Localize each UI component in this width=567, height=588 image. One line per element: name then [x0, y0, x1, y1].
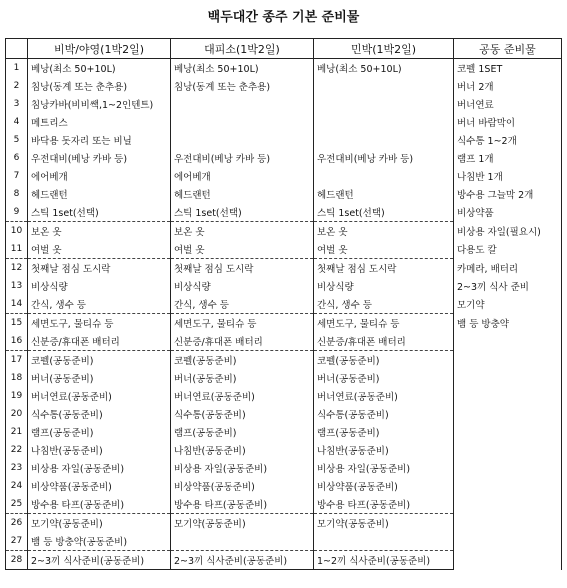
shelter-item: 보온 옷: [171, 222, 314, 241]
table-row: [6, 185, 562, 203]
lodge-item: 헤드랜턴: [314, 185, 454, 203]
header-bivouac: 비박/야영(1박2일): [28, 39, 171, 59]
common-item: [454, 459, 562, 477]
lodge-item: 램프(공동준비): [314, 423, 454, 441]
common-item: 버너 2개: [454, 77, 562, 95]
bivouac-item: 모기약(공동준비): [28, 514, 171, 533]
common-item: [454, 495, 562, 514]
shelter-item: 에어베개: [171, 167, 314, 185]
page-title: 백두대간 종주 기본 준비물: [207, 10, 360, 25]
lodge-item: 비상용 자일(공동준비): [314, 459, 454, 477]
header-common: 공동 준비물: [454, 39, 562, 59]
row-number: 11: [6, 240, 28, 259]
shelter-item: 비상약품(공동준비): [171, 477, 314, 495]
common-item: 뱀 등 방충약: [454, 314, 562, 333]
table-row: [6, 277, 562, 295]
common-item: [454, 441, 562, 459]
bivouac-item: 램프(공동준비): [28, 423, 171, 441]
header-shelter: 대피소(1박2일): [171, 39, 314, 59]
table-row: [6, 295, 562, 314]
common-item: 버너연료: [454, 95, 562, 113]
table-row: [6, 332, 562, 351]
bivouac-item: 코펠(공동준비): [28, 351, 171, 370]
row-number: 19: [6, 387, 28, 405]
common-item: 방수용 그늘막 2개: [454, 185, 562, 203]
row-number: 5: [6, 131, 28, 149]
table-row: [6, 423, 562, 441]
bivouac-item: 침낭카바(비비쌕,1~2인텐트): [28, 95, 171, 113]
lodge-item: [314, 167, 454, 185]
bivouac-item: 우전대비(베낭 카바 등): [28, 149, 171, 167]
row-number: 16: [6, 332, 28, 351]
row-number: 13: [6, 277, 28, 295]
lodge-item: 코펠(공동준비): [314, 351, 454, 370]
bivouac-item: 2~3끼 식사준비(공동준비): [28, 551, 171, 570]
table-row: [6, 351, 562, 370]
common-item: 비상용 자일(필요시): [454, 222, 562, 241]
shelter-item: 방수용 타프(공동준비): [171, 495, 314, 514]
common-item: [454, 332, 562, 351]
common-item: 코펠 1SET: [454, 59, 562, 78]
row-number: 10: [6, 222, 28, 241]
row-number: 20: [6, 405, 28, 423]
lodge-item: [314, 113, 454, 131]
bivouac-item: 헤드랜턴: [28, 185, 171, 203]
shelter-item: 여벌 옷: [171, 240, 314, 259]
shelter-item: 스틱 1set(선택): [171, 203, 314, 222]
common-item: 램프 1개: [454, 149, 562, 167]
lodge-item: 보온 옷: [314, 222, 454, 241]
shelter-item: 첫째날 점심 도시락: [171, 259, 314, 278]
row-number: 8: [6, 185, 28, 203]
table-row: [6, 387, 562, 405]
table-row: [6, 459, 562, 477]
lodge-item: 세면도구, 물티슈 등: [314, 314, 454, 333]
table-row: [6, 551, 562, 570]
shelter-item: [171, 113, 314, 131]
bivouac-item: 나침반(공동준비): [28, 441, 171, 459]
shelter-item: 세면도구, 물티슈 등: [171, 314, 314, 333]
bivouac-item: 버너(공동준비): [28, 369, 171, 387]
table-row: [6, 203, 562, 222]
header-num: [6, 39, 28, 59]
row-number: 23: [6, 459, 28, 477]
row-number: 22: [6, 441, 28, 459]
shelter-item: 간식, 생수 등: [171, 295, 314, 314]
shelter-item: 신분증/휴대폰 배터리: [171, 332, 314, 351]
common-item: [454, 369, 562, 387]
table-row: [6, 495, 562, 514]
lodge-item: 모기약(공동준비): [314, 514, 454, 533]
lodge-item: 베낭(최소 50+10L): [314, 59, 454, 78]
row-number: 26: [6, 514, 28, 533]
bivouac-item: 여벌 옷: [28, 240, 171, 259]
lodge-item: 비상식량: [314, 277, 454, 295]
bivouac-item: 베낭(최소 50+10L): [28, 59, 171, 78]
table-row: [6, 259, 562, 278]
bivouac-item: 간식, 생수 등: [28, 295, 171, 314]
lodge-item: 신분증/휴대폰 배터리: [314, 332, 454, 351]
row-number: 15: [6, 314, 28, 333]
table-row: [6, 167, 562, 185]
row-number: 7: [6, 167, 28, 185]
common-item: [454, 387, 562, 405]
common-item: 카메라, 배터리: [454, 259, 562, 278]
shelter-item: 침낭(동계 또는 춘추용): [171, 77, 314, 95]
table-row: [6, 240, 562, 259]
shelter-item: 베낭(최소 50+10L): [171, 59, 314, 78]
row-number: 24: [6, 477, 28, 495]
shelter-item: 버너(공동준비): [171, 369, 314, 387]
row-number: 2: [6, 77, 28, 95]
lodge-item: [314, 95, 454, 113]
shelter-item: 램프(공동준비): [171, 423, 314, 441]
bivouac-item: 버너연료(공동준비): [28, 387, 171, 405]
common-item: [454, 405, 562, 423]
bivouac-item: 뱀 등 방충약(공동준비): [28, 532, 171, 551]
bivouac-item: 세면도구, 물티슈 등: [28, 314, 171, 333]
table-row: [6, 77, 562, 95]
bivouac-item: 에어베개: [28, 167, 171, 185]
bivouac-item: 보온 옷: [28, 222, 171, 241]
shelter-item: 비상용 자일(공동준비): [171, 459, 314, 477]
common-item: 버너 바람막이: [454, 113, 562, 131]
row-number: 9: [6, 203, 28, 222]
shelter-item: 버너연료(공동준비): [171, 387, 314, 405]
lodge-item: 스틱 1set(선택): [314, 203, 454, 222]
common-item: [454, 477, 562, 495]
shelter-item: 식수통(공동준비): [171, 405, 314, 423]
common-item: [454, 514, 562, 533]
table-row: [6, 441, 562, 459]
shelter-item: 헤드랜턴: [171, 185, 314, 203]
common-item: 모기약: [454, 295, 562, 314]
row-number: 28: [6, 551, 28, 570]
lodge-item: [314, 131, 454, 149]
row-number: 6: [6, 149, 28, 167]
row-number: 4: [6, 113, 28, 131]
shelter-item: 우전대비(베낭 카바 등): [171, 149, 314, 167]
table-row: [6, 222, 562, 241]
lodge-item: 우전대비(베낭 카바 등): [314, 149, 454, 167]
row-number: 14: [6, 295, 28, 314]
row-number: 18: [6, 369, 28, 387]
bivouac-item: 스틱 1set(선택): [28, 203, 171, 222]
common-item: 2~3끼 식사 준비: [454, 277, 562, 295]
bivouac-item: 메트리스: [28, 113, 171, 131]
lodge-item: [314, 77, 454, 95]
common-item: [454, 551, 562, 570]
checklist-table: [5, 38, 562, 570]
bivouac-item: 침낭(동계 또는 춘추용): [28, 77, 171, 95]
shelter-item: 2~3끼 식사준비(공동준비): [171, 551, 314, 570]
table-row: [6, 369, 562, 387]
row-number: 27: [6, 532, 28, 551]
row-number: 17: [6, 351, 28, 370]
table-row: [6, 405, 562, 423]
table-row: [6, 514, 562, 533]
table-row: [6, 113, 562, 131]
shelter-item: 모기약(공동준비): [171, 514, 314, 533]
common-item: 다용도 칼: [454, 240, 562, 259]
table-row: [6, 95, 562, 113]
bivouac-item: 비상식량: [28, 277, 171, 295]
table-row: [6, 149, 562, 167]
lodge-item: 버너연료(공동준비): [314, 387, 454, 405]
shelter-item: [171, 532, 314, 551]
shelter-item: 나침반(공동준비): [171, 441, 314, 459]
table-row: [6, 477, 562, 495]
lodge-item: 버너(공동준비): [314, 369, 454, 387]
lodge-item: 비상약품(공동준비): [314, 477, 454, 495]
table-row: [6, 59, 562, 78]
row-number: 12: [6, 259, 28, 278]
lodge-item: 나침반(공동준비): [314, 441, 454, 459]
shelter-item: 코펠(공동준비): [171, 351, 314, 370]
bivouac-item: 첫째날 점심 도시락: [28, 259, 171, 278]
common-item: [454, 351, 562, 370]
row-number: 1: [6, 59, 28, 78]
common-item: 나침반 1개: [454, 167, 562, 185]
table-row: [6, 532, 562, 551]
lodge-item: 간식, 생수 등: [314, 295, 454, 314]
common-item: 비상약품: [454, 203, 562, 222]
lodge-item: 첫째날 점심 도시락: [314, 259, 454, 278]
lodge-item: 1~2끼 식사준비(공동준비): [314, 551, 454, 570]
bivouac-item: 비상용 자일(공동준비): [28, 459, 171, 477]
row-number: 3: [6, 95, 28, 113]
row-number: 25: [6, 495, 28, 514]
bivouac-item: 방수용 타프(공동준비): [28, 495, 171, 514]
table-row: [6, 314, 562, 333]
shelter-item: [171, 131, 314, 149]
lodge-item: [314, 532, 454, 551]
bivouac-item: 바닥용 돗자리 또는 비닐: [28, 131, 171, 149]
lodge-item: 여벌 옷: [314, 240, 454, 259]
table-body: [6, 59, 562, 570]
shelter-item: 비상식량: [171, 277, 314, 295]
lodge-item: 식수통(공동준비): [314, 405, 454, 423]
header-lodge: 민박(1박2일): [314, 39, 454, 59]
common-item: [454, 423, 562, 441]
table-row: [6, 131, 562, 149]
lodge-item: 방수용 타프(공동준비): [314, 495, 454, 514]
bivouac-item: 비상약품(공동준비): [28, 477, 171, 495]
row-number: 21: [6, 423, 28, 441]
header-row: [6, 39, 562, 59]
shelter-item: [171, 95, 314, 113]
bivouac-item: 식수통(공동준비): [28, 405, 171, 423]
common-item: [454, 532, 562, 551]
common-item: 식수통 1~2개: [454, 131, 562, 149]
bivouac-item: 신분증/휴대폰 배터리: [28, 332, 171, 351]
